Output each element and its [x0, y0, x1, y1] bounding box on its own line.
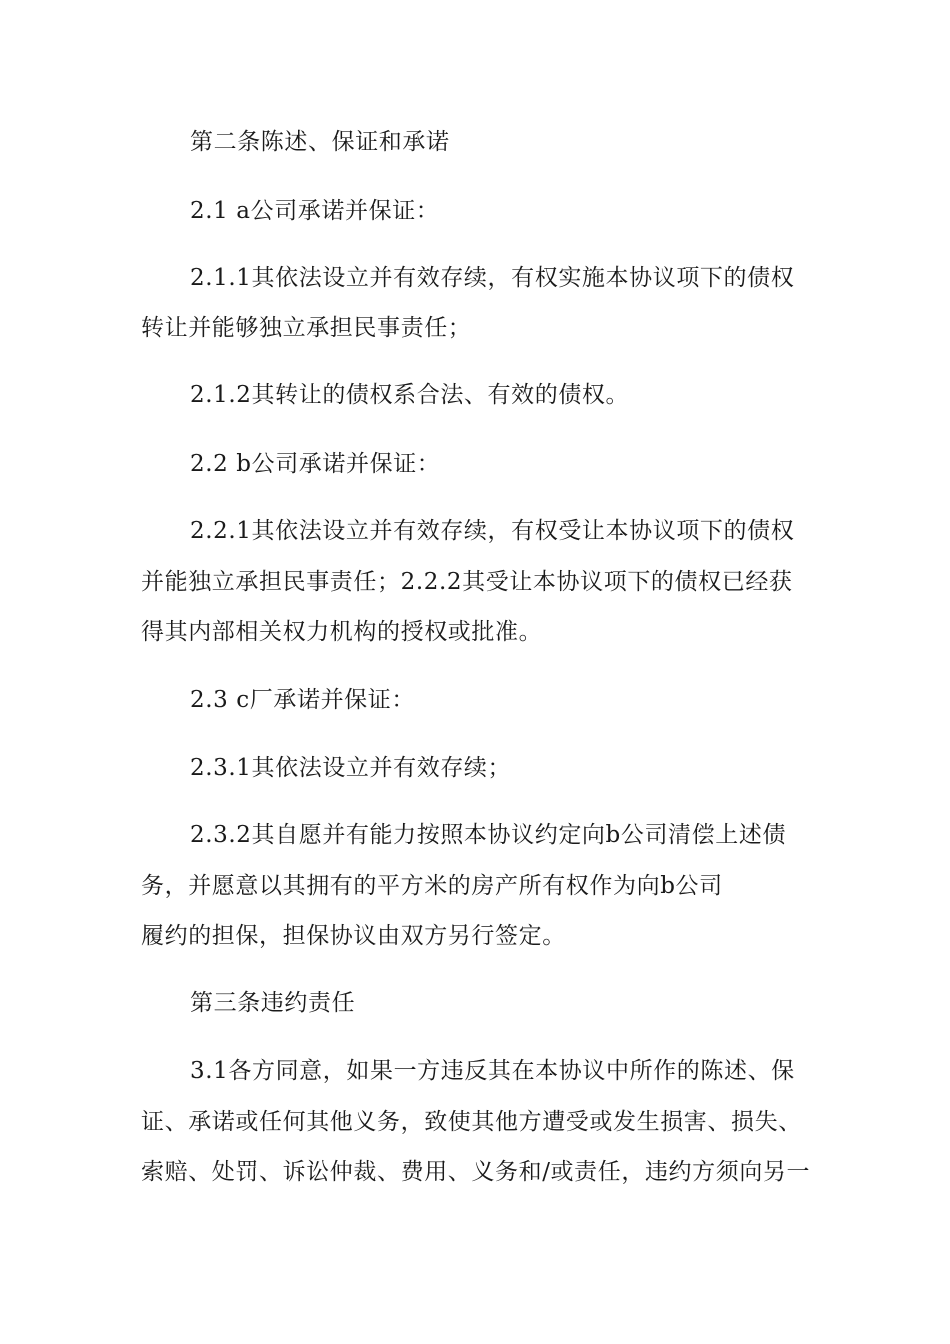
paragraph-line: 证、承诺或任何其他义务，致使其他方遭受或发生损害、损失、	[141, 1109, 802, 1135]
paragraph-line: 2.2.1其依法设立并有效存续，有权受让本协议项下的债权	[190, 518, 795, 544]
paragraph-line: 履约的担保，担保协议由双方另行签定。	[141, 923, 566, 949]
clause-heading: 2.3 c厂承诺并保证：	[190, 687, 415, 713]
paragraph-line: 务，并愿意以其拥有的平方米的房产所有权作为向b公司	[141, 873, 723, 899]
paragraph-line: 索赔、处罚、诉讼仲裁、费用、义务和/或责任，违约方须向另一	[141, 1159, 811, 1185]
paragraph-line: 2.3.2其自愿并有能力按照本协议约定向b公司清偿上述债	[190, 822, 787, 848]
clause-heading: 2.1 a公司承诺并保证：	[190, 198, 440, 224]
paragraph-line: 2.1.2其转让的债权系合法、有效的债权。	[190, 382, 630, 408]
section-heading: 第二条陈述、保证和承诺	[190, 129, 450, 155]
paragraph-line: 得其内部相关权力机构的授权或批准。	[141, 619, 543, 645]
section-heading: 第三条违约责任	[190, 990, 356, 1016]
paragraph-line: 并能独立承担民事责任；2.2.2其受让本协议项下的债权已经获	[141, 569, 793, 595]
paragraph-line: 2.1.1其依法设立并有效存续，有权实施本协议项下的债权	[190, 265, 795, 291]
clause-heading: 2.2 b公司承诺并保证：	[190, 451, 441, 477]
paragraph-line: 转让并能够独立承担民事责任；	[141, 315, 472, 341]
paragraph-line: 2.3.1其依法设立并有效存续；	[190, 755, 512, 781]
paragraph-line: 3.1各方同意，如果一方违反其在本协议中所作的陈述、保	[190, 1058, 795, 1084]
